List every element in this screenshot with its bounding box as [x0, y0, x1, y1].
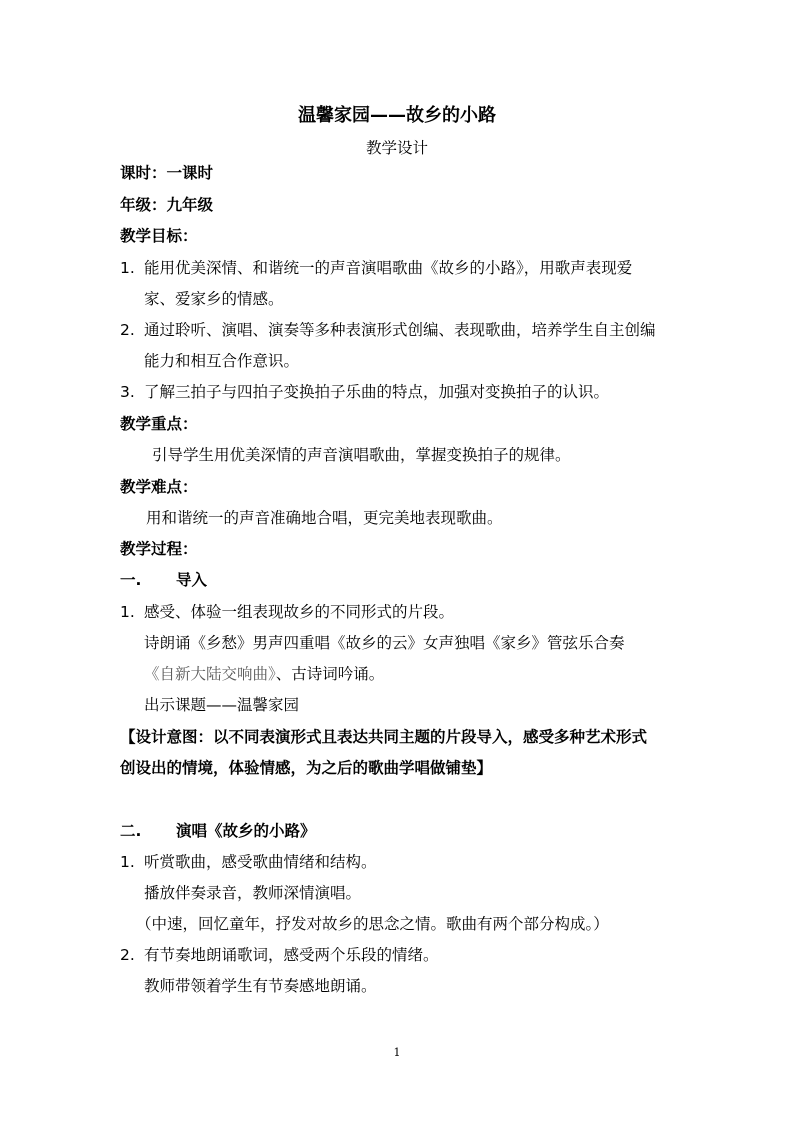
- grade: 年级：九年级: [120, 196, 214, 214]
- section-2-heading: [120, 821, 680, 841]
- section-2-item-2-detail: 教师带领着学生有节奏感地朗诵。: [144, 977, 377, 995]
- objectives-heading: 教学目标：: [120, 227, 198, 245]
- difficulties-text: 用和谐统一的声音准确地合唱，更完美地表现歌曲。: [146, 509, 503, 527]
- section-1-number: 一.: [120, 571, 142, 589]
- section-2-item-2: [120, 945, 680, 965]
- section-2-item-1: [120, 852, 680, 872]
- objective-2: [120, 320, 680, 340]
- objective-1-text: 能用优美深情、和谐统一的声音演唱歌曲《故乡的小路》，用歌声表现爱: [144, 259, 633, 277]
- section-2-number: 二.: [120, 822, 142, 840]
- section-2-item-2-text: 有节奏地朗诵歌词，感受两个乐段的情绪。: [144, 946, 439, 964]
- objective-3-number: 3.: [120, 383, 135, 401]
- page-number: 1: [393, 1046, 401, 1059]
- section-1-topic: 出示课题——温馨家园: [144, 696, 300, 714]
- objective-1-continuation: 家、爱家乡的情感。: [144, 290, 284, 308]
- section-1-symphony-title: 《自新大陆交响曲》: [144, 665, 276, 683]
- section-1-detail-line-2: [144, 664, 704, 684]
- section-2-item-2-number: 2.: [120, 946, 135, 964]
- objective-1-number: 1.: [120, 259, 135, 277]
- section-1-item-1-number: 1.: [120, 603, 135, 621]
- key-points-text: 引导学生用优美深情的声音演唱歌曲，掌握变换拍子的规律。: [152, 446, 571, 464]
- document-subtitle: 教学设计: [365, 139, 428, 157]
- objective-1: [120, 258, 680, 278]
- section-1-title: 导入: [176, 571, 208, 589]
- lesson-hours: 课时：一课时: [120, 164, 214, 182]
- section-1-detail-line-1: 诗朗诵《乡愁》男声四重唱《故乡的云》女声独唱《家乡》管弦乐合奏: [144, 634, 625, 652]
- objective-2-continuation: 能力和相互合作意识。: [144, 352, 300, 370]
- section-2-item-1-number: 1.: [120, 853, 135, 871]
- section-2-item-1-detail: 播放伴奏录音，教师深情演唱。: [144, 884, 362, 902]
- design-intent-line-1: 【设计意图：以不同表演形式且表达共同主题的片段导入，感受多种艺术形式: [120, 728, 648, 746]
- objective-3: [120, 382, 680, 402]
- process-heading: 教学过程：: [120, 540, 198, 558]
- section-2-item-1-text: 听赏歌曲，感受歌曲情绪和结构。: [144, 853, 377, 871]
- section-1-detail-line-2-rest: 、古诗词吟诵。: [275, 665, 385, 683]
- section-2-item-1-note: （中速，回忆童年，抒发对故乡的思念之情。歌曲有两个部分构成。）: [136, 915, 609, 933]
- objective-3-text: 了解三拍子与四拍子变换拍子乐曲的特点，加强对变换拍子的认识。: [144, 383, 610, 401]
- section-2-title: 演唱《故乡的小路》: [176, 822, 316, 840]
- key-points-heading: 教学重点：: [120, 415, 198, 433]
- section-1-item-1: [120, 602, 680, 622]
- objective-2-text: 通过聆听、演唱、演奏等多种表演形式创编、表现歌曲，培养学生自主创编: [144, 321, 656, 339]
- design-intent-line-2: 创设出的情境，体验情感，为之后的歌曲学唱做铺垫】: [120, 759, 493, 777]
- objective-2-number: 2.: [120, 321, 135, 339]
- document-title: 温馨家园——故乡的小路: [298, 105, 496, 126]
- section-1-item-1-text: 感受、体验一组表现故乡的不同形式的片段。: [144, 603, 455, 621]
- section-1-heading: [120, 570, 680, 590]
- difficulties-heading: 教学难点：: [120, 478, 198, 496]
